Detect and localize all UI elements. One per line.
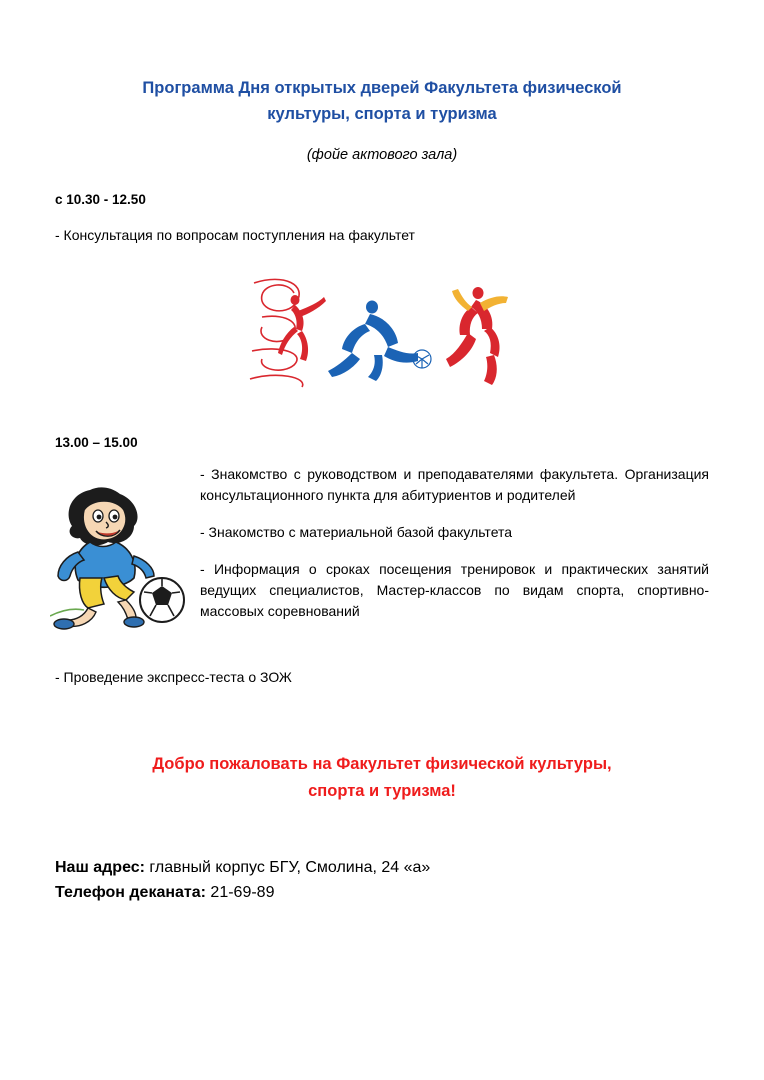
cartoon-boy-icon — [50, 480, 190, 630]
section-2-item-1: - Знакомство с руководством и преподавателями факультета. Организация консультационного пункта для абитуриентов и родителей — [200, 466, 709, 504]
address-value: главный корпус БГУ, Смолина, 24 «а» — [144, 859, 431, 877]
page-title-line-1: Программа Дня открытых дверей Факультета физической — [142, 79, 622, 97]
phone-value: 21-69-89 — [205, 884, 275, 901]
sports-figures-icon — [232, 267, 532, 397]
page-title — [82, 76, 682, 127]
section-1-item-1: - Консультация по вопросам поступления на факультет — [55, 227, 415, 244]
section-2-time: 13.00 – 15.00 — [55, 435, 138, 451]
welcome-line-2: спорта и туризма! — [308, 781, 456, 800]
sports-figures-illustration — [55, 267, 709, 399]
welcome-message — [72, 751, 692, 804]
section-1-time: с 10.30 - 12.50 — [55, 192, 146, 208]
address-label: Наш адрес: — [55, 859, 145, 877]
phone-line — [55, 881, 709, 906]
section-2-item-2: - Знакомство с материальной базой факультета — [200, 524, 513, 541]
section-2-item-3: - Информация о сроках посещения тренировок и практических занятий ведущих специалистов, Мастер-классов по видам спорта, спортивно-массовых соревнований — [200, 561, 709, 620]
contacts-block — [55, 856, 709, 906]
welcome-line-1: Добро пожаловать на Факультет физической культуры, — [152, 755, 612, 774]
section-2 — [55, 464, 709, 649]
section-2-item-4: - Проведение экспресс-теста о ЗОЖ — [55, 669, 292, 686]
page-title-line-2: культуры, спорта и туризма — [267, 104, 497, 123]
address-line — [55, 856, 709, 881]
boy-illustration — [50, 480, 190, 630]
section-2-text — [200, 464, 709, 622]
page-subtitle: (фойе актового зала) — [306, 147, 458, 164]
phone-label: Телефон деканата: — [55, 884, 206, 901]
